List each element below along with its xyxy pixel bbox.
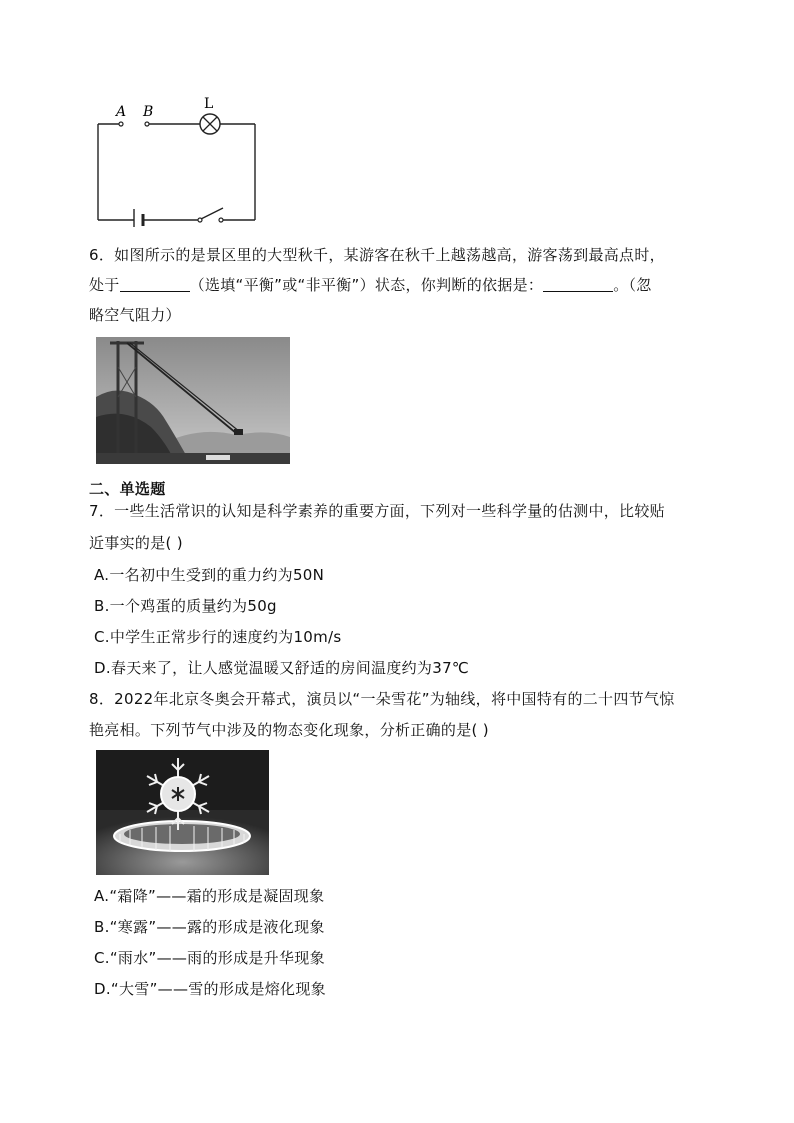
q6-answer-blank-1	[120, 277, 190, 292]
q7-option-c[interactable]: C.中学生正常步行的速度约为10m/s	[94, 628, 342, 646]
snowflake-ceremony-photo	[96, 750, 269, 875]
q6-answer-blank-2	[543, 277, 613, 292]
circuit-diagram	[90, 92, 270, 227]
q6-line2-b: （选填“平衡”或“非平衡”）状态，你判断的依据是：	[189, 276, 544, 294]
q8-line1: 8．2022年北京冬奥会开幕式，演员以“一朵雪花”为轴线，将中国特有的二十四节气惊	[89, 690, 675, 708]
label-l: L	[204, 96, 214, 112]
q6-line2	[89, 274, 652, 296]
switch-icon	[198, 208, 223, 222]
q7-option-b[interactable]: B.一个鸡蛋的质量约为50g	[94, 597, 277, 615]
q7-option-d[interactable]: D.春天来了，让人感觉温暖又舒适的房间温度约为37℃	[94, 659, 470, 677]
terminal-b	[145, 122, 149, 126]
q6-line2-c: 。（忽	[613, 276, 652, 294]
q8-option-d[interactable]: D.“大雪”——雪的形成是熔化现象	[94, 980, 326, 998]
swing-photo	[96, 337, 290, 464]
label-a: A	[116, 104, 127, 120]
q6-line1: 6．如图所示的是景区里的大型秋千，某游客在秋千上越荡越高，游客荡到最高点时，	[89, 246, 665, 264]
lamp-icon	[200, 114, 220, 134]
q7-line2: 近事实的是( )	[89, 534, 183, 552]
q7-option-a[interactable]: A.一名初中生受到的重力约为50N	[94, 566, 325, 584]
battery-icon	[134, 209, 143, 227]
q8-option-c[interactable]: C.“雨水”——雨的形成是升华现象	[94, 949, 325, 967]
q8-line2: 艳亮相。下列节气中涉及的物态变化现象，分析正确的是( )	[89, 721, 489, 739]
section-title: 二、单选题	[89, 480, 166, 498]
label-b: B	[143, 104, 154, 120]
q6-line3: 略空气阻力）	[89, 306, 181, 324]
q7-line1: 7．一些生活常识的认知是科学素养的重要方面，下列对一些科学量的估测中，比较贴	[89, 502, 665, 520]
terminal-a	[119, 122, 123, 126]
q6-line2-a: 处于	[89, 276, 120, 294]
q8-option-b[interactable]: B.“寒露”——露的形成是液化现象	[94, 918, 325, 936]
q8-option-a[interactable]: A.“霜降”——霜的形成是凝固现象	[94, 887, 325, 905]
